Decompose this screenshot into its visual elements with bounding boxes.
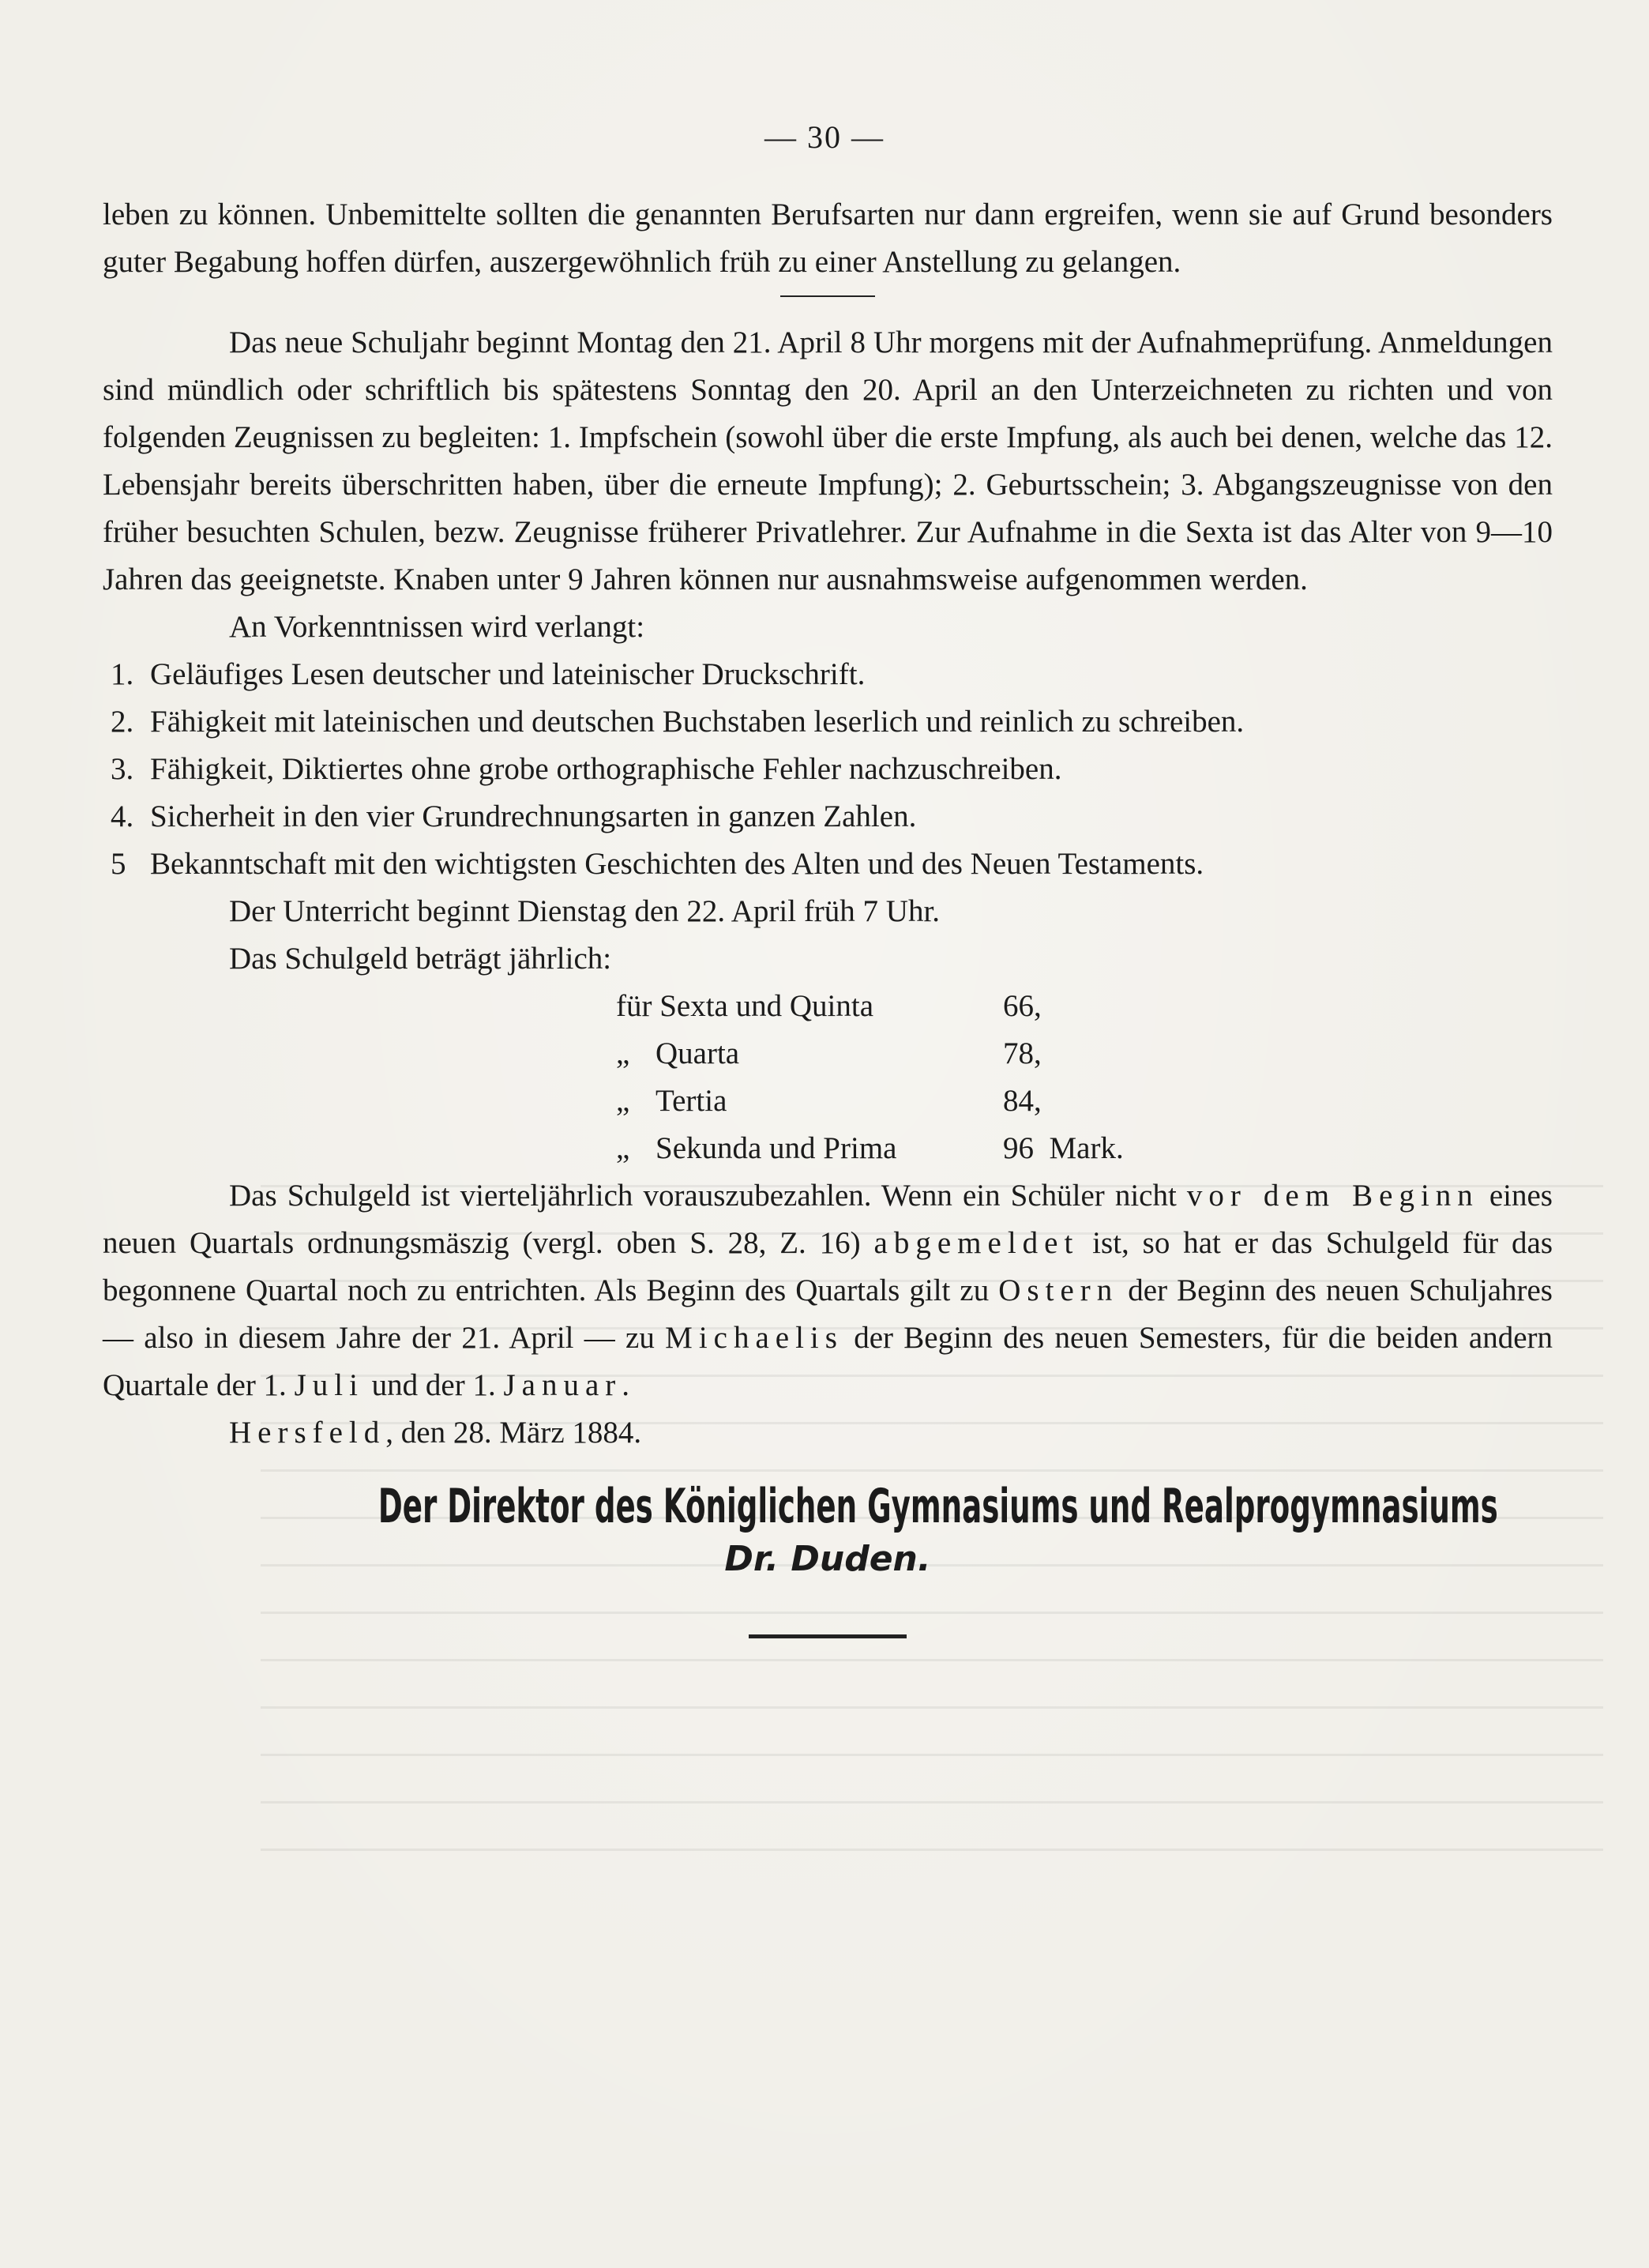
section-divider bbox=[780, 295, 875, 297]
signature-title: Der Direktor des Königlichen Gymnasiums und Realprogymnasiums bbox=[378, 1479, 1498, 1534]
fee-row: für Sexta und Quinta 66, bbox=[616, 989, 1042, 1023]
fee-row: „ Sekunda und Prima 96 Mark. bbox=[616, 1131, 1124, 1165]
prerequisites-intro: An Vorkenntnissen wird verlangt: bbox=[229, 610, 645, 644]
fee-table bbox=[616, 983, 1553, 1172]
paragraph-career-advice: leben zu können. Unbemittelte sollten die genannten Berufsarten nur dann ergreifen, wenn sie auf Grund besonders guter Begabung hoffen dürfen, auszergewöhnlich früh zu einer Anstellung zu gelangen. bbox=[103, 197, 1553, 279]
closing-rule bbox=[749, 1634, 907, 1638]
list-item: 1. Geläufiges Lesen deutscher und lateinischer Druckschrift. bbox=[111, 657, 866, 691]
document-body bbox=[103, 191, 1553, 1638]
lessons-start: Der Unterricht beginnt Dienstag den 22. April früh 7 Uhr. bbox=[229, 894, 941, 928]
page-number: — 30 — bbox=[764, 119, 885, 155]
list-item: 3. Fähigkeit, Diktiertes ohne grobe orthographische Fehler nachzuschreiben. bbox=[111, 752, 1062, 786]
place-date: Hersfeld, den 28. März 1884. bbox=[229, 1416, 642, 1450]
prerequisites-list bbox=[103, 651, 1553, 888]
list-item: 4. Sicherheit in den vier Grundrechnungsarten in ganzen Zahlen. bbox=[111, 799, 917, 833]
fee-row: „ Tertia 84, bbox=[616, 1084, 1042, 1118]
list-item: 2. Fähigkeit mit lateinischen und deutschen Buchstaben leserlich und reinlich zu schreiben. bbox=[111, 705, 1245, 739]
fee-intro: Das Schulgeld beträgt jährlich: bbox=[229, 942, 612, 976]
fee-row: „ Quarta 78, bbox=[616, 1036, 1042, 1070]
paragraph-fee-terms: Das Schulgeld ist vierteljährlich vorauszubezahlen. Wenn ein Schüler nicht vor dem Beginn eines neuen Quartals ordnungsmäszig (vergl. oben S. 28, Z. 16) abgemeldet ist, so hat er das Schulgeld für das begonnene Quartal noch zu entrichten. Als Beginn des Quartals gilt zu Ostern der Beginn des neuen Schuljahres — also in diesem Jahre der 21. April — zu Michaelis der Beginn des neuen Semesters, für die beiden andern Quartale der 1. Juli und der 1. Januar. bbox=[103, 1179, 1553, 1402]
list-item: 5 Bekanntschaft mit den wichtigsten Geschichten des Alten und des Neuen Testaments. bbox=[111, 847, 1204, 881]
paragraph-school-year: Das neue Schuljahr beginnt Montag den 21. April 8 Uhr morgens mit der Aufnahmeprüfung. Anmeldungen sind mündlich oder schriftlich bis spätestens Sonntag den 20. April an den Unterzeichneten zu richten und von folgenden Zeugnissen zu begleiten: 1. Impfschein (sowohl über die erste Impfung, als auch bei denen, welche das 12. Lebensjahr bereits überschritten haben, über die erneute Impfung); 2. Geburtsschein; 3. Abgangszeugnisse von den früher besuchten Schulen, bezw. Zeugnisse früherer Privatlehrer. Zur Aufnahme in die Sexta ist das Alter von 9—10 Jahren das geeignetste. Knaben unter 9 Jahren können nur ausnahmsweise aufgenommen werden. bbox=[103, 325, 1553, 596]
signer-name: Dr. Duden. bbox=[724, 1539, 931, 1579]
